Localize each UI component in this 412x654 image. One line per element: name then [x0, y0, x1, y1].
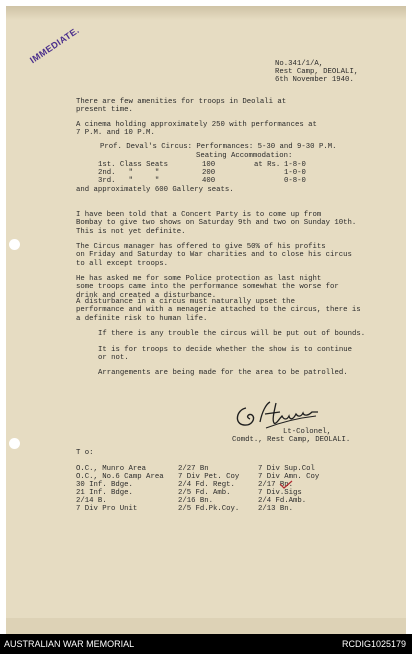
distribution-entry: 7 Div Pro Unit [76, 505, 138, 513]
sender-place: Rest Camp, DEOLALI, [275, 68, 359, 76]
distribution-entry: 2/27 Bn [178, 465, 209, 473]
distribution-entry: 2/5 Fd.Pk.Coy. [178, 505, 240, 513]
distribution-entry: 2/4 Fd.Amb. [258, 497, 307, 505]
gallery-seats: and approximately 600 Gallery seats. [76, 186, 234, 194]
paragraph-patrol: Arrangements are being made for the area to be patrolled. [98, 369, 348, 377]
distribution-label: T o: [76, 449, 94, 457]
page-fold-shadow [6, 6, 406, 20]
seat-count: 100 [202, 161, 216, 169]
distribution-entry: 7 Div.Sigs [258, 489, 302, 497]
distribution-entry: 2/14 B. [76, 497, 107, 505]
page-bottom-edge [6, 618, 406, 634]
distribution-entry: 7 Div Pet. Coy [178, 473, 240, 481]
distribution-entry: 7 Div Amn. Coy [258, 473, 320, 481]
immediate-stamp: IMMEDIATE. [28, 24, 82, 66]
seat-class: 3rd. " " [98, 177, 160, 185]
seat-count: 400 [202, 177, 216, 185]
distribution-entry: 2/4 Fd. Regt. [178, 481, 235, 489]
reference-number: No.341/1/A, [275, 60, 324, 68]
signatory-rank: Lt-Colonel, [283, 428, 332, 436]
seat-class: 1st. Class Seats [98, 161, 169, 169]
distribution-entry: O.C., No.6 Camp Area [76, 473, 164, 481]
distribution-entry: 7 Div Sup.Col [258, 465, 315, 473]
seat-class: 2nd. " " [98, 169, 160, 177]
paragraph-cinema: A cinema holding approximately 250 with performances at 7 P.M. and 10 P.M. [76, 121, 317, 138]
distribution-entry: 2/5 Fd. Amb. [178, 489, 231, 497]
archive-footer-bar [0, 634, 412, 654]
handwritten-tick-mark [278, 480, 294, 490]
seat-price-prefix: at Rs. [254, 161, 281, 169]
handwritten-signature [232, 398, 328, 432]
signatory-title: Comdt., Rest Camp, DEOLALI. [232, 436, 351, 444]
archive-record-id: RCDIG1025179 [341, 639, 406, 649]
punch-hole-lower [9, 438, 20, 449]
paragraph-amenities: There are few amenities for troops in Deolali at present time. [76, 98, 287, 115]
distribution-entry: 2/17 Bn. [258, 481, 294, 489]
archive-name: AUSTRALIAN WAR MEMORIAL [4, 639, 135, 649]
distribution-entry: O.C., Munro Area [76, 465, 147, 473]
paragraph-decide: It is for troops to decide whether the show is to continue or not. [98, 346, 352, 363]
paragraph-disturbance: A disturbance in a circus must naturally upset the performance and with a menagerie attached to the circus, there is a definite risk to human life. [76, 298, 361, 323]
paragraph-police: He has asked me for some Police protection as last night some troops came into the performance somewhat the worse for drink and created a disturbance. [76, 275, 339, 300]
seat-price: 1-8-0 [284, 161, 306, 169]
circus-heading: Prof. Deval's Circus: Performances: 5-30 and 9-30 P.M. [100, 143, 337, 151]
seating-heading: Seating Accommodation: [196, 152, 293, 160]
seat-price: 1-0-0 [284, 169, 306, 177]
distribution-entry: 21 Inf. Bdge. [76, 489, 133, 497]
seat-count: 200 [202, 169, 216, 177]
paragraph-out-of-bounds: If there is any trouble the circus will be put out of bounds. [98, 330, 366, 338]
paragraph-concert: I have been told that a Concert Party is to come up from Bombay to give two shows on Saturday 9th and two on Sunday 10th. This is not yet definite. [76, 211, 357, 236]
letter-date: 6th November 1940. [275, 76, 354, 84]
distribution-entry: 2/16 Bn. [178, 497, 214, 505]
distribution-entry: 30 Inf. Bdge. [76, 481, 133, 489]
punch-hole-upper [9, 239, 20, 250]
paragraph-circus-offer: The Circus manager has offered to give 50% of his profits on Friday and Saturday to War charities and to close his circus to all except troops. [76, 243, 352, 268]
seat-price: 0-8-0 [284, 177, 306, 185]
distribution-entry: 2/13 Bn. [258, 505, 294, 513]
